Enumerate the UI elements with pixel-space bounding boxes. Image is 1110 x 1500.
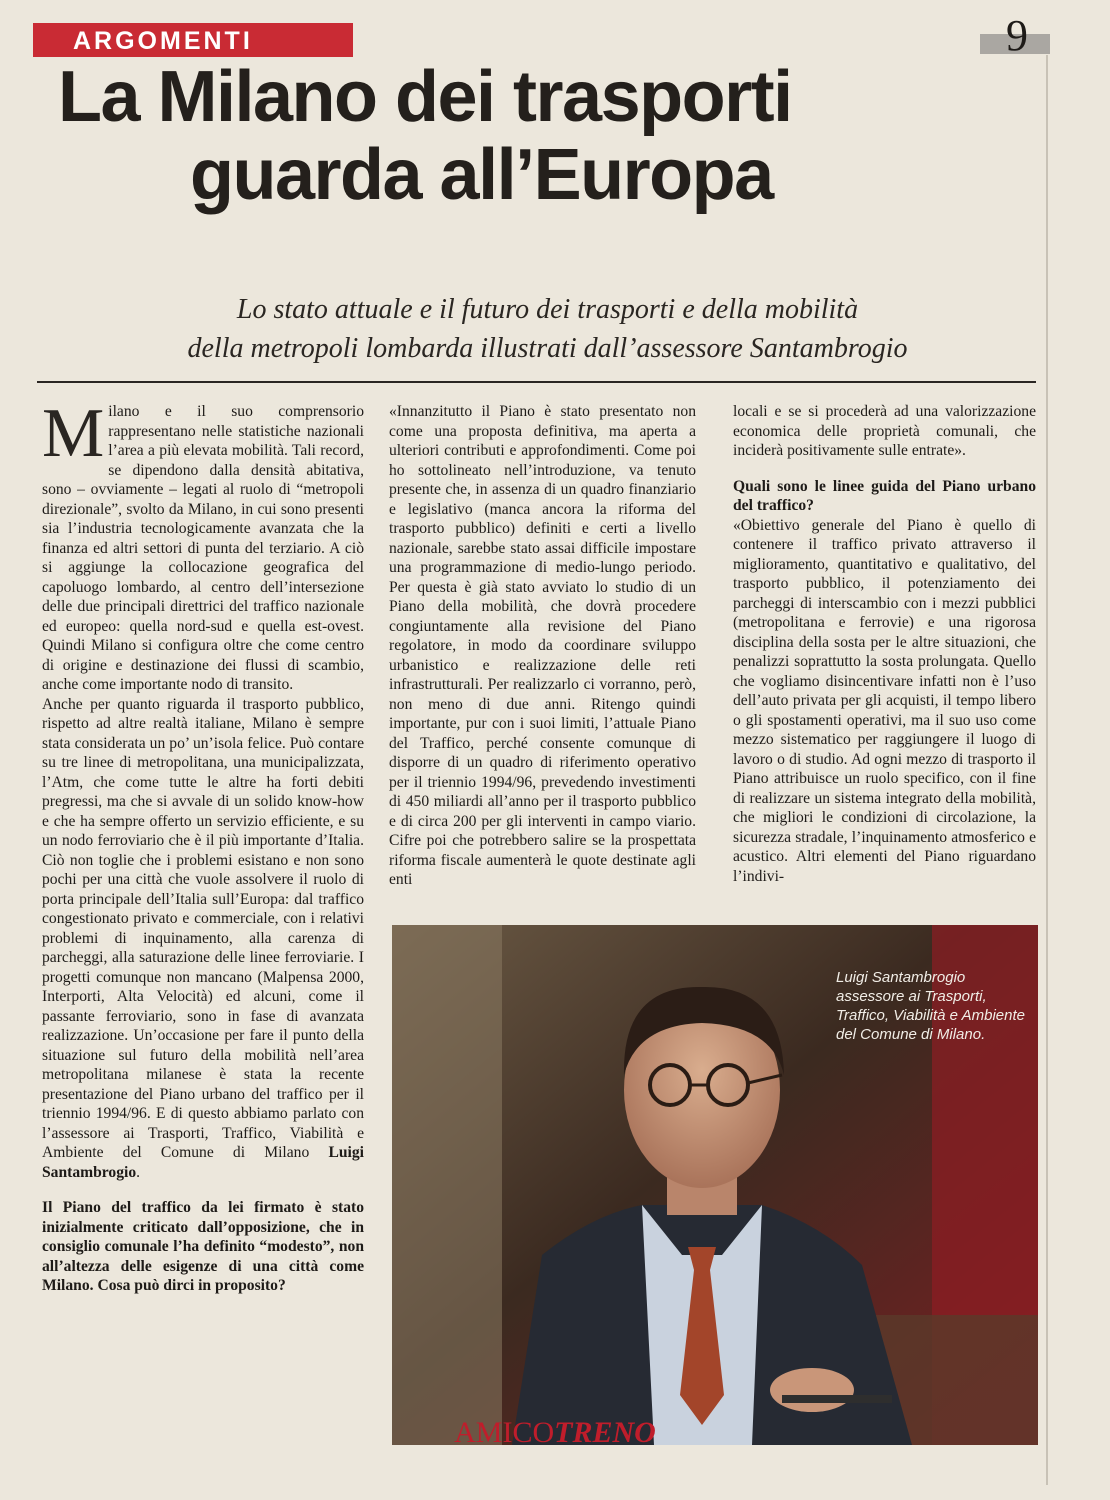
logo-part-2: TRENO <box>554 1416 656 1449</box>
drop-cap: M <box>42 395 105 472</box>
photo-caption: Luigi Santambrogio assessore ai Trasporti, Traffico, Viabilità e Ambiente del Comune di Milano. <box>836 969 1025 1043</box>
subtitle-line-2: della metropoli lombarda illustrati dall’assessore Santambrogio <box>187 333 908 364</box>
question-2: Quali sono le linee guida del Piano urbano del traffico? <box>733 477 1036 514</box>
article-column-3 <box>733 402 1036 886</box>
page-number: 9 <box>1006 11 1028 60</box>
logo-part-1: AMICO <box>454 1416 555 1449</box>
answer-1-end: locali e se si procederà ad una valorizzazione economica delle proprietà comunali, che inciderà positivamente sulle entrate». <box>733 403 1036 459</box>
answer-2-text: «Obiettivo generale del Piano è quello di contenere il traffico privato attraverso il miglioramento, quantitativo e qualitativo, del trasporto pubblico, il potenziamento dei parcheggi di interscambio con i mezzi pubblici (metropolitana e ferrovie) e una rigorosa disciplina della sosta per le altre situazioni, che penalizzi soprattutto la sosta prolungata. Quello che vogliamo disincentivare infatti non è l’uso dell’auto privata per gli acquisti, il tempo libero o gli spostamenti operativi, ma il suo uso come mezzo sistematico per raggiungere il luogo di lavoro o di studio. Ad ogni mezzo di trasporto il Piano attribuisce un ruolo specifico, con il fine di realizzare un sistema integrato della mobilità, che migliori le condizioni di circolazione, la sicurezza stradale, l’inquinamento atmosferico e acustico. Altri elementi del Piano riguardano l’indivi- <box>733 516 1036 885</box>
article-column-1 <box>42 395 364 1296</box>
section-tag: ARGOMENTI <box>33 23 353 57</box>
title-rule <box>37 381 1036 383</box>
article-column-2 <box>389 402 696 890</box>
intro-paragraph <box>42 395 364 695</box>
headline-line-2: guarda all’Europa <box>190 135 773 215</box>
magazine-logo <box>440 1415 670 1451</box>
subtitle-line-1: Lo stato attuale e il futuro dei trasporti e della mobilità <box>236 294 859 325</box>
headline <box>58 58 1033 214</box>
interviewee-name: Luigi Santambrogio <box>42 1144 364 1181</box>
body-text: Anche per quanto riguarda il trasporto pubblico, rispetto ad altre realtà italiane, Milano è sempre stata considerata un po’ un’isola felice. Può contare su tre linee di metropolitana, una municipalizzata, l’Atm, che come tutte le altre ha forti debiti pregressi, ma che si avvale di un solido know-how e che ha sempre offerto un servizio efficiente, e su un nodo ferroviario che è il più importante d’Italia. Ciò non toglie che i problemi esistano e non sono pochi per una città che vuole assolvere il ruolo di porta principale dell’Italia sull’Europa: dal traffico congestionato privato e commerciale, con i relativi problemi di inquinamento, alla carenza di parcheggi, alla saturazione delle linee ferroviarie. I progetti comunque non mancano (Malpensa 2000, Interporti, Alta Velocità) ed alcuni, come il passante ferroviario, sono in fase di avanzata realizzazione. Un’occasione per fare il punto della situazione sul futuro della mobilità nell’area metropolitana milanese è stata la recente presentazione del Piano urbano del traffico per il triennio 1994/96. E di questo abbiamo parlato con l’assessore ai Trasporti, Traffico, Viabilità e Ambiente del Comune di Milano <box>42 695 364 1161</box>
right-margin-rule <box>1046 55 1048 1485</box>
subtitle <box>60 290 1035 368</box>
headline-line-1: La Milano dei trasporti <box>58 57 792 137</box>
intro-text: ilano e il suo comprensorio rappresentano nelle statistiche nazionali l’area a più elevata mobilità. Tali record, se dipendono dalla densità abitativa, sono – ovviamente – legati al ruolo di “metropoli direzionale”, svolto da Milano, in cui sono presenti sia l’industria tecnologicamente avanzata che la finanza ed altri settori di punta del terziario. A ciò si aggiunge la collocazione geografica del capoluogo lombardo, al centro dell’intersezione delle due principali direttrici del traffico nazionale ed europeo: quella nord-sud e quella est-ovest. Quindi Milano si configura oltre che come centro di origine e destinazione dei flussi di scambio, anche come importante nodo di transito. <box>42 403 364 693</box>
question-1: Il Piano del traffico da lei firmato è stato inizialmente criticato dall’opposizione, che in consiglio comunale l’ha definito “modesto”, non all’altezza delle esigenze di una città come Milano. Cosa può dirci in proposito? <box>42 1199 364 1294</box>
answer-1-text: «Innanzitutto il Piano è stato presentato non come una proposta definitiva, ma aperta a ulteriori contributi e approfondimenti. Come poi ho sottolineato nell’introduzione, va tenuto presente che, in assenza di un quadro finanziario e legislativo (manca ancora la riforma del trasporto pubblico) definiti e certi a livello nazionale, sarebbe stato assai difficile impostare una programmazione di medio-lungo periodo. Per questa è già stato avviato lo studio di un Piano della mobilità, che dovrà procedere congiuntamente alla revisione del Piano regolatore, in modo da coordinare sviluppo urbanistico e realizzazione delle reti infrastrutturali. Per realizzarlo ci vorranno, però, non meno di due anni. Ritengo quindi importante, pur con i suoi limiti, l’attuale Piano del Traffico, perché consente comunque di disporre di un quadro di riferimento operativo per il triennio 1994/96, prevedendo investimenti di 450 miliardi all’anno per il trasporto pubblico e di circa 200 per gli interventi in campo viario. Cifre poi che potrebbero salire se la prospettata riforma fiscale aumenterà le quote destinate agli enti <box>389 403 696 888</box>
body-paragraph: Anche per quanto riguarda il trasporto pubblico, rispetto ad altre realtà italiane, Milano è sempre stata considerata un po’ un’isola felice. Può contare su tre linee di metropolitana, una municipalizzata, l’Atm, che come tutte le altre ha forti debiti pregressi, ma che si avvale di un solido know-how e che ha sempre offerto un servizio efficiente, e su un nodo ferroviario che è il più importante d’Italia. Ciò non toglie che i problemi esistano e non sono pochi per una città che vuole assolvere il ruolo di porta principale dell’Italia sull’Europa: dal traffico congestionato privato e commerciale, con i relativi problemi di inquinamento, alla carenza di parcheggi, alla saturazione delle linee ferroviarie. I progetti comunque non mancano (Malpensa 2000, Interporti, Alta Velocità) ed alcuni, come il passante ferroviario, sono in fase di avanzata realizzazione. Un’occasione per fare il punto della situazione sul futuro della mobilità nell’area metropolitana milanese è stata la recente presentazione del Piano urbano del traffico per il triennio 1994/96. E di questo abbiamo parlato con l’assessore ai Trasporti, Traffico, Viabilità e Ambiente del Comune di Milano Luigi Santambrogio. <box>42 695 364 1181</box>
